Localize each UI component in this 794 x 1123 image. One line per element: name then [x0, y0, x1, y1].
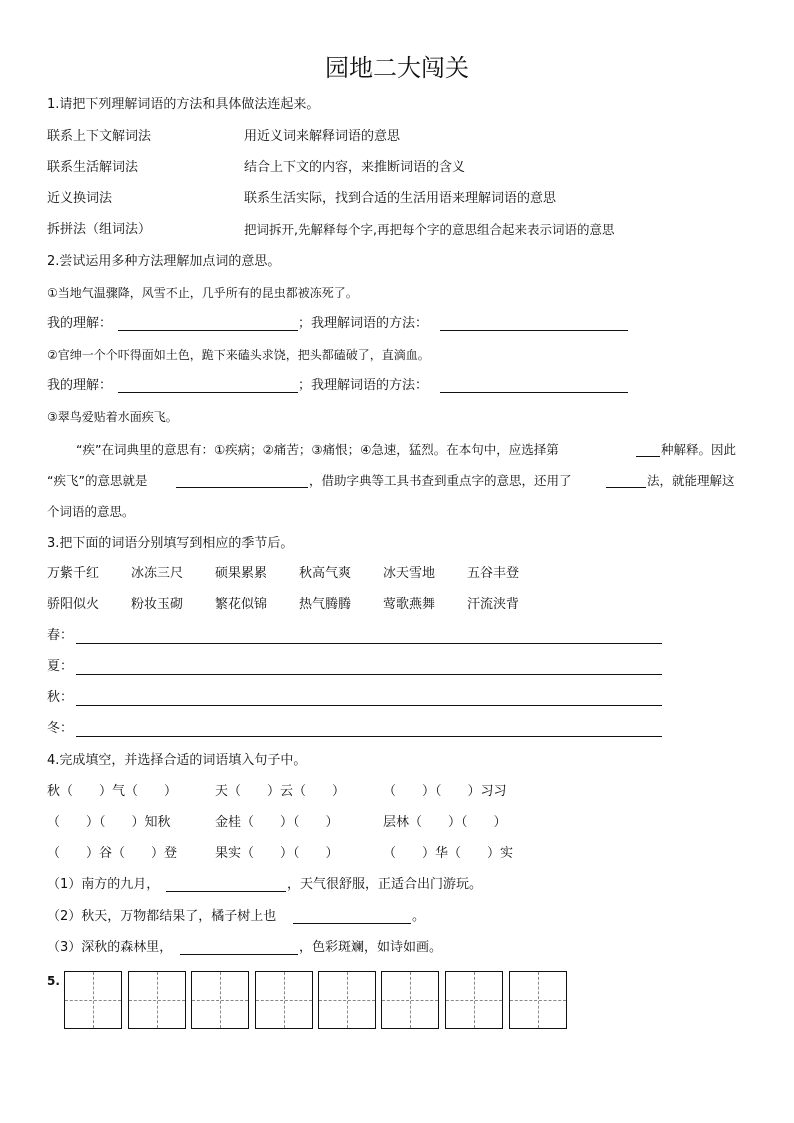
- writing-grid-cell[interactable]: [64, 971, 122, 1029]
- method-label: ；我理解词语的方法：: [298, 316, 429, 331]
- method-label: ；我理解词语的方法：: [298, 378, 429, 393]
- q1-right-item[interactable]: 用近义词来解释词语的意思: [244, 129, 401, 144]
- answer-line[interactable]: [76, 643, 662, 644]
- answer-line[interactable]: [76, 705, 662, 706]
- question-2-heading: 2.尝试运用多种方法理解加点词的意思。: [47, 254, 281, 269]
- q1-left-item[interactable]: 联系生活解词法: [47, 160, 139, 175]
- word-item: 粉妆玉砌: [131, 597, 184, 612]
- writing-grid-cell[interactable]: [318, 971, 376, 1029]
- word-item: 五谷丰登: [467, 566, 520, 581]
- word-item: 汗流浃背: [467, 597, 520, 612]
- fill-phrase[interactable]: 天（ ）云（ ）: [215, 784, 346, 799]
- answer-line[interactable]: [118, 392, 298, 393]
- q4-sentence-1-start: （1）南方的九月，: [47, 877, 160, 892]
- writing-grid-cell[interactable]: [381, 971, 439, 1029]
- q2-paragraph-part: ，借助字典等工具书查到重点字的意思，还用了: [309, 473, 572, 488]
- word-item: 硕果累累: [215, 566, 268, 581]
- season-label-winter: 冬：: [47, 721, 74, 736]
- season-label-spring: 春：: [47, 628, 74, 643]
- q2-sentence-1: ①当地气温骤降，风雪不止，几乎所有的昆虫都被冻死了。: [47, 286, 358, 300]
- answer-line[interactable]: [440, 330, 628, 331]
- writing-grid-cell[interactable]: [509, 971, 567, 1029]
- fill-phrase[interactable]: （ ）（ ）知秋: [47, 815, 171, 830]
- word-item: 繁花似锦: [215, 597, 268, 612]
- q1-right-item[interactable]: 联系生活实际，找到合适的生活用语来理解词语的意思: [244, 191, 557, 206]
- q1-left-item[interactable]: 近义换词法: [47, 191, 113, 206]
- fill-phrase[interactable]: 果实（ ）（ ）: [215, 846, 339, 861]
- writing-grid-cell[interactable]: [255, 971, 313, 1029]
- word-item: 骄阳似火: [47, 597, 100, 612]
- answer-line[interactable]: [76, 736, 662, 737]
- answer-line[interactable]: [76, 674, 662, 675]
- word-item: 冰冻三尺: [131, 566, 184, 581]
- answer-line[interactable]: [606, 487, 646, 488]
- answer-line[interactable]: [166, 891, 286, 892]
- season-label-autumn: 秋：: [47, 690, 74, 705]
- writing-grid-cell[interactable]: [445, 971, 503, 1029]
- my-understanding-label: 我的理解：: [47, 316, 113, 331]
- q2-paragraph-part: 种解释。因此: [661, 442, 737, 457]
- question-4-heading: 4.完成填空，并选择合适的词语填入句子中。: [47, 753, 307, 768]
- word-item: 万紫千红: [47, 566, 100, 581]
- my-understanding-label: 我的理解：: [47, 378, 113, 393]
- season-label-summer: 夏：: [47, 659, 74, 674]
- fill-phrase[interactable]: （ ）谷（ ）登: [47, 846, 178, 861]
- question-1-heading: 1.请把下列理解词语的方法和具体做法连起来。: [47, 97, 320, 112]
- word-item: 热气腾腾: [299, 597, 352, 612]
- question-5-label: 5.: [47, 974, 60, 988]
- q4-sentence-2-start: （2）秋天，万物都结果了，橘子树上也: [47, 909, 277, 924]
- answer-line[interactable]: [636, 456, 660, 457]
- fill-phrase[interactable]: 金桂（ ）（ ）: [215, 815, 339, 830]
- q1-right-item[interactable]: 结合上下文的内容，来推断词语的含义: [244, 160, 466, 175]
- fill-phrase[interactable]: 层林（ ）（ ）: [383, 815, 507, 830]
- answer-line[interactable]: [440, 392, 628, 393]
- answer-line[interactable]: [180, 954, 298, 955]
- q4-sentence-3-start: （3）深秋的森林里，: [47, 940, 173, 955]
- q2-sentence-3: ③翠鸟爱贴着水面疾飞。: [47, 410, 178, 424]
- fill-phrase[interactable]: （ ）（ ）习习: [383, 784, 507, 799]
- q2-paragraph-part: “疾飞”的意思就是: [47, 473, 148, 488]
- q2-paragraph-part: 法，就能理解这: [647, 473, 735, 488]
- answer-line[interactable]: [118, 330, 298, 331]
- writing-grid-cell[interactable]: [191, 971, 249, 1029]
- writing-grid-cell[interactable]: [128, 971, 186, 1029]
- q4-sentence-1-end: ，天气很舒服，正适合出门游玩。: [287, 877, 483, 892]
- word-item: 冰天雪地: [383, 566, 436, 581]
- q1-right-item[interactable]: 把词拆开,先解释每个字,再把每个字的意思组合起来表示词语的意思: [244, 222, 615, 237]
- q1-left-item[interactable]: 拆拼法（组词法）: [47, 222, 152, 237]
- q4-sentence-3-end: ，色彩斑斓，如诗如画。: [299, 940, 443, 955]
- page-title: 园地二大闯关: [325, 54, 469, 82]
- q2-paragraph-part: 个词语的意思。: [47, 504, 135, 519]
- fill-phrase[interactable]: 秋（ ）气（ ）: [47, 784, 178, 799]
- question-3-heading: 3.把下面的词语分别填写到相应的季节后。: [47, 536, 294, 551]
- fill-phrase[interactable]: （ ）华（ ）实: [383, 846, 514, 861]
- q2-paragraph-part: “疾”在词典里的意思有：①疾病；②痛苦；③痛恨；④急速，猛烈。在本句中，应选择第: [76, 442, 559, 457]
- answer-line[interactable]: [293, 923, 411, 924]
- answer-line[interactable]: [176, 487, 308, 488]
- q4-sentence-2-end: 。: [412, 909, 426, 924]
- word-item: 秋高气爽: [299, 566, 352, 581]
- q2-sentence-2: ②官绅一个个吓得面如土色，跪下来磕头求饶，把头都磕破了，直滴血。: [47, 348, 430, 362]
- q1-left-item[interactable]: 联系上下文解词法: [47, 129, 152, 144]
- word-item: 莺歌燕舞: [383, 597, 436, 612]
